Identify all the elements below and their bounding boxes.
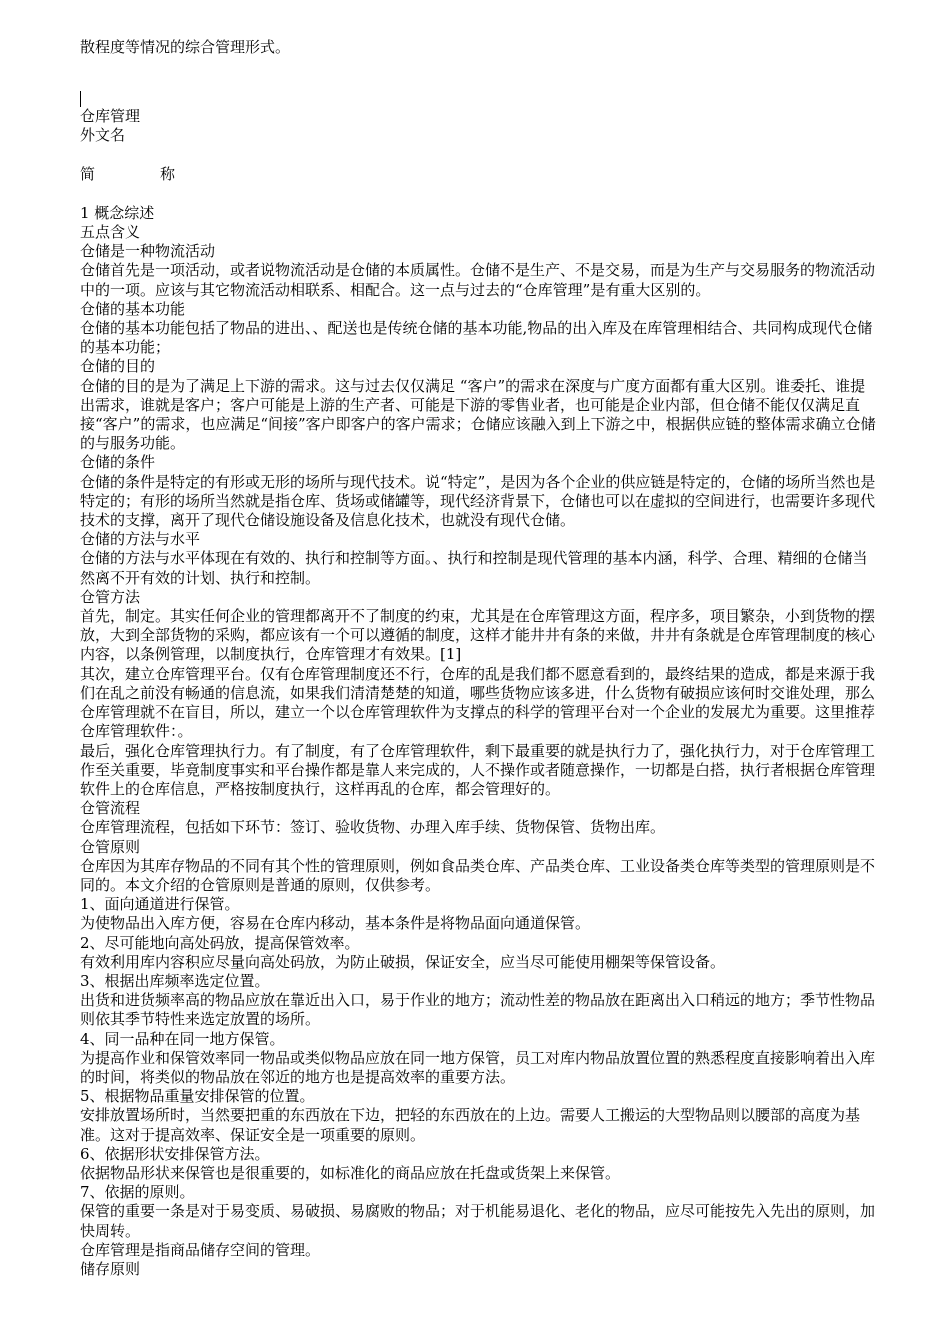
abbreviation-label: 简 称 <box>80 164 177 183</box>
rule-paragraph: 保管的重要一条是对于易变质、易破损、易腐败的物品；对于机能易退化、老化的物品，应尽可能按先入先出的原则，加快周转。 <box>80 1202 876 1240</box>
heading-activity: 仓储是一种物流活动 <box>80 242 216 261</box>
paragraph-space: 仓库管理是指商品储存空间的管理。 <box>80 1240 321 1259</box>
paragraph-manage-1: 首先，制定。其实任何企业的管理都离开不了制度的约束，尤其是在仓库管理这方面，程序多，项目繁杂，小到货物的摆放，大到全部货物的采购，都应该有一个可以遵循的制度，这样才能井井有条的来做，井井有条就是仓库管理制度的核心内容，以条例管理，以制度执行，仓库管理才有效果。[1] <box>80 607 876 664</box>
heading-manage: 仓管方法 <box>80 587 141 606</box>
rule-heading: 3、根据出库频率选定位置。 <box>80 971 270 990</box>
rule-heading: 1、面向通道进行保管。 <box>80 895 240 914</box>
heading-storage: 储存原则 <box>80 1259 141 1278</box>
continuation-text: 散程度等情况的综合管理形式。 <box>80 38 291 56</box>
rule-paragraph: 依据物品形状来保管也是很重要的，如标准化的商品应放在托盘或货架上来保管。 <box>80 1163 621 1182</box>
heading-function: 仓储的基本功能 <box>80 299 186 318</box>
rule-heading: 5、根据物品重量安排保管的位置。 <box>80 1087 315 1106</box>
rule-paragraph: 出货和进货频率高的物品应放在靠近出入口，易于作业的地方；流动性差的物品放在距离出入口稍远的地方；季节性物品则依其季节特性来选定放置的场所。 <box>80 991 876 1029</box>
rule-heading: 2、尽可能地向高处码放，提高保管效率。 <box>80 933 360 952</box>
rule-heading: 7、依据的原则。 <box>80 1183 195 1202</box>
paragraph-principle: 仓库因为其库存物品的不同有其个性的管理原则，例如食品类仓库、产品类仓库、工业设备类仓库等类型的管理原则是不同的。本文介绍的仓管原则是普通的原则，仅供参考。 <box>80 856 876 894</box>
heading-flow: 仓管流程 <box>80 799 141 818</box>
rule-paragraph: 安排放置场所时，当然要把重的东西放在下边，把轻的东西放在的上边。需要人工搬运的大型物品则以腰部的高度为基准。这对于提高效率、保证安全是一项重要的原则。 <box>80 1106 861 1144</box>
rule-heading: 6、依据形状安排保管方法。 <box>80 1144 270 1163</box>
rule-heading: 4、同一品种在同一地方保管。 <box>80 1029 285 1048</box>
info-title: 仓库管理 <box>80 107 141 126</box>
paragraph-manage-2: 其次，建立仓库管理平台。仅有仓库管理制度还不行，仓库的乱是我们都不愿意看到的，最终结果的造成，都是来源于我们在乱之前没有畅通的信息流，如果我们清清楚楚的知道，哪些货物应该多进，什么货物有破损应该何时交谁处理，那么仓库管理就不在盲目，所以，建立一个以仓库管理软件为支撑点的科学的管理平台对一个企业的发展尤为重要。这里推荐仓库管理软件：。 <box>80 664 876 741</box>
heading-method: 仓储的方法与水平 <box>80 530 201 549</box>
paragraph-activity: 仓储首先是一项活动，或者说物流活动是仓储的本质属性。仓储不是生产、不是交易，而是为生产与交易服务的物流活动中的一项。应该与其它物流活动相联系、相配合。这一点与过去的“仓库管理”是有重大区别的。 <box>80 261 876 299</box>
paragraph-method: 仓储的方法与水平体现在有效的、执行和控制等方面。、执行和控制是现代管理的基本内涵，科学、合理、精细的仓储当然离不开有效的计划、执行和控制。 <box>80 549 868 587</box>
foreign-name-label: 外文名 <box>80 126 126 145</box>
subsection-heading: 五点含义 <box>80 223 141 242</box>
paragraph-manage-3: 最后，强化仓库管理执行力。有了制度，有了仓库管理软件，剩下最重要的就是执行力了，强化执行力，对于仓库管理工作至关重要，毕竟制度事实和平台操作都是靠人来完成的，人不操作或者随意操作，一切都是白搭，执行者根据仓库管理软件上的仓库信息，严格按制度执行，这样再乱的仓库，都会管理好的。 <box>80 741 876 798</box>
rule-paragraph: 有效利用库内容积应尽量向高处码放，为防止破损，保证安全，应当尽可能使用棚架等保管设备。 <box>80 952 726 971</box>
rule-paragraph: 为提高作业和保管效率同一物品或类似物品应放在同一地方保管，员工对库内物品放置位置的熟悉程度直接影响着出入库的时间，将类似的物品放在邻近的地方也是提高效率的重要方法。 <box>80 1048 876 1086</box>
heading-condition: 仓储的条件 <box>80 453 156 472</box>
paragraph-purpose: 仓储的目的是为了满足上下游的需求。这与过去仅仅满足 “客户”的需求在深度与广度方面都有重大区别。谁委托、谁提出需求，谁就是客户；客户可能是上游的生产者、可能是下游的零售业者，也可能是企业内部，但仓储不能仅仅满足直接“客户”的需求，也应满足“间接”客户即客户的客户需求；仓储应该融入到上下游之中，根据供应链的整体需求确立仓储的与服务功能。 <box>80 376 876 453</box>
text-cursor <box>80 91 81 107</box>
paragraph-condition: 仓储的条件是特定的有形或无形的场所与现代技术。说“特定”，是因为各个企业的供应链是特定的，仓储的场所当然也是特定的；有形的场所当然就是指仓库、货场或储罐等，现代经济背景下，仓储也可以在虚拟的空间进行，也需要许多现代技术的支撑，离开了现代仓储设施设备及信息化技术，也就没有现代仓储。 <box>80 472 876 530</box>
document-page <box>80 0 880 1279</box>
heading-purpose: 仓储的目的 <box>80 357 156 376</box>
heading-principle: 仓管原则 <box>80 837 141 856</box>
paragraph-function: 仓储的基本功能包括了物品的进出、、配送也是传统仓储的基本功能,物品的出入库及在库管理相结合、共同构成现代仓储的基本功能； <box>80 319 873 357</box>
rule-paragraph: 为使物品出入库方便，容易在仓库内移动，基本条件是将物品面向通道保管。 <box>80 914 591 933</box>
section-heading: 1 概念综述 <box>80 203 155 222</box>
paragraph-flow: 仓库管理流程，包括如下环节：签订、验收货物、办理入库手续、货物保管、货物出库。 <box>80 818 666 837</box>
